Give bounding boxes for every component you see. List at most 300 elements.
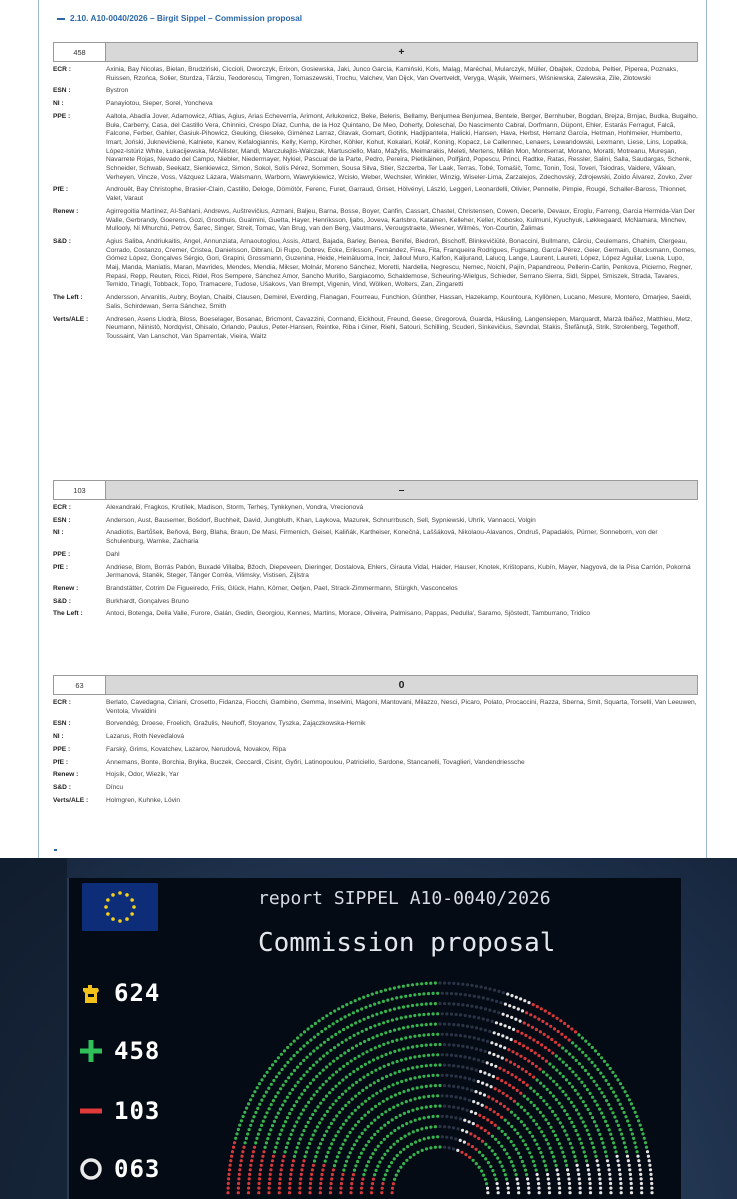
- seat-dot: [386, 999, 389, 1002]
- seat-dot: [344, 1139, 347, 1142]
- seat-dot: [404, 995, 407, 998]
- seat-dot: [510, 1125, 513, 1128]
- seat-dot: [271, 1063, 274, 1066]
- seat-dot: [371, 1094, 374, 1097]
- seat-dot: [496, 1187, 499, 1190]
- seat-dot: [581, 1066, 584, 1069]
- seat-dot: [320, 1177, 323, 1180]
- seat-dot: [570, 1121, 573, 1124]
- seat-dot: [450, 1116, 453, 1119]
- seat-dot: [502, 1169, 505, 1172]
- seat-dot: [327, 1038, 330, 1041]
- seat-dot: [425, 1106, 428, 1109]
- seat-dot: [479, 1070, 482, 1073]
- seat-dot: [310, 1025, 313, 1028]
- seat-dot: [306, 1041, 309, 1044]
- seat-dot: [491, 1169, 494, 1172]
- seat-dot: [526, 1147, 529, 1150]
- seat-dot: [579, 1187, 582, 1190]
- seat-dot: [396, 1154, 399, 1157]
- seat-dot: [628, 1164, 631, 1167]
- seat-dot: [325, 1095, 328, 1098]
- seat-dot: [479, 1092, 482, 1095]
- seat-dot: [393, 1029, 396, 1032]
- seat-dot: [436, 1115, 439, 1118]
- seat-dot: [493, 1031, 496, 1034]
- seat-dot: [505, 1058, 508, 1061]
- seat-dot: [313, 1093, 316, 1096]
- seat-dot: [484, 986, 487, 989]
- seat-dot: [303, 1030, 306, 1033]
- seat-dot: [609, 1182, 612, 1185]
- seat-dot: [295, 1100, 298, 1103]
- seat-dot: [386, 1169, 389, 1172]
- seat-dot: [240, 1159, 243, 1162]
- seat-dot: [352, 1173, 355, 1176]
- seat-dot: [524, 1143, 527, 1146]
- seat-dot: [260, 1164, 263, 1167]
- seat-dot: [258, 1103, 261, 1106]
- seat-dot: [558, 1044, 561, 1047]
- group-row: [53, 504, 698, 513]
- seat-dot: [268, 1067, 271, 1070]
- group-members: Farský, Grims, Kovatchev, Lazarov, Nerudová, Novakov, Ripa: [106, 745, 286, 753]
- seat-dot: [345, 1160, 348, 1163]
- seat-dot: [493, 1110, 496, 1113]
- seat-dot: [321, 1117, 324, 1120]
- seat-dot: [312, 1164, 315, 1167]
- seat-dot: [552, 1065, 555, 1068]
- seat-dot: [476, 1102, 479, 1105]
- seat-dot: [463, 1097, 466, 1100]
- group-label: NI :: [53, 733, 64, 741]
- seat-dot: [397, 1169, 400, 1172]
- seat-dot: [358, 1092, 361, 1095]
- seat-dot: [540, 1043, 543, 1046]
- seat-dot: [485, 1182, 488, 1185]
- seat-dot: [648, 1164, 651, 1167]
- seat-dot: [550, 1038, 553, 1041]
- seat-dot: [481, 1154, 484, 1157]
- seat-dot: [558, 1191, 561, 1194]
- seat-dot: [340, 1018, 343, 1021]
- seat-dot: [517, 1117, 520, 1120]
- seat-dot: [589, 1182, 592, 1185]
- seat-dot: [473, 1057, 476, 1060]
- seat-dot: [468, 1120, 471, 1123]
- seat-dot: [342, 1028, 345, 1031]
- seat-dot: [578, 1182, 581, 1185]
- seat-dot: [425, 1147, 428, 1150]
- seat-dot: [258, 1177, 261, 1180]
- seat-dot: [425, 1044, 428, 1047]
- seat-dot: [432, 1074, 435, 1077]
- seat-dot: [614, 1074, 617, 1077]
- seat-dot: [288, 1191, 291, 1194]
- seat-dot: [381, 1157, 384, 1160]
- seat-dot: [373, 1024, 376, 1027]
- group-row: [53, 585, 698, 594]
- seat-dot: [519, 1135, 522, 1138]
- seat-dot: [309, 1067, 312, 1070]
- seat-dot: [548, 1062, 551, 1065]
- seat-dot: [548, 1012, 551, 1015]
- seat-dot: [563, 1022, 566, 1025]
- seat-dot: [391, 1019, 394, 1022]
- seat-dot: [407, 1046, 410, 1049]
- seat-dot: [278, 1187, 281, 1190]
- seat-dot: [457, 1106, 460, 1109]
- plus-icon: [78, 1038, 104, 1064]
- seat-dot: [441, 1012, 444, 1015]
- seat-dot: [420, 1044, 423, 1047]
- seat-dot: [374, 1046, 377, 1049]
- seat-dot: [510, 994, 513, 997]
- seat-dot: [448, 1105, 451, 1108]
- seat-dot: [261, 1155, 264, 1158]
- seat-dot: [523, 1164, 526, 1167]
- seat-dot: [497, 1127, 500, 1130]
- seat-dot: [402, 1069, 405, 1072]
- seat-dot: [457, 1003, 460, 1006]
- seat-dot: [251, 1155, 254, 1158]
- seat-dot: [492, 1075, 495, 1078]
- seat-dot: [237, 1191, 240, 1194]
- seat-dot: [350, 1059, 353, 1062]
- seat-dot: [397, 1126, 400, 1129]
- seat-dot: [338, 1111, 341, 1114]
- seat-dot: [289, 1057, 292, 1060]
- seat-dot: [482, 1017, 485, 1020]
- seat-dot: [230, 1155, 233, 1158]
- seat-dot: [495, 1021, 498, 1024]
- seat-dot: [484, 1143, 487, 1146]
- seat-dot: [362, 996, 365, 999]
- seat-dot: [349, 1131, 352, 1134]
- seat-dot: [619, 1103, 622, 1106]
- seat-dot: [332, 1103, 335, 1106]
- seat-dot: [367, 1111, 370, 1114]
- seat-dot: [490, 1041, 493, 1044]
- seat-dot: [513, 1063, 516, 1066]
- seat-dot: [360, 1007, 363, 1010]
- seat-dot: [501, 1130, 504, 1133]
- seat-dot: [619, 1177, 622, 1180]
- seat-dot: [399, 1166, 402, 1169]
- group-label: S&D :: [53, 597, 71, 605]
- seat-dot: [494, 1087, 497, 1090]
- group-members: Anadiotis, Bartůšek, Beňová, Berg, Blaha, Braun, De Masi, Firmenich, Geisel, Kaliňák, Kartheiser, Konečná, Laššáková, Nikolaou-Alavanos, Ondruš, Papadakis, Pürner, Sonneborn, von der Schulenburg, Warnke, Zacharia: [106, 529, 658, 546]
- group-members: Agius Saliba, Andriukaitis, Angel, Annunziata, Arnaoutoglou, Assis, Attard, Bajada, Barley, Benea, Benifei, Biedroń, Bischoff, Blinkevičiūtė, Bonaccini, Bullmann, Cărciu, Ceulemans, Chahim, Clergeau, Corrado, Costanzo, Cremer, Cristea, Danielsson, Dibrani, Di Rupo, Dobrev, Ecke, Eriksson, Fernández, Firea, Fita, Franqueira Rodrigues, Fuglsang, García Pérez, Geier, Germain, Glucksmann, Gomes, Gómez López, Gonçalves Sérgio, Gori, Grapini, Grossmann, Guzenina, Heide, Heinäluoma, Incir, Jalloul Muro, Kalfon, Kaljurand, Lalucq, Lange, Laurent, Laureti, López, López Aguilar, Luena, Lupo, Maij, Manda, Maniatis, Maran, Mavrides, Mendes, Mendia, Mikser, Molnár, Moreno Sánchez, Moretti, Nardella, Negrescu, Nemec, Noichl, Pajín, Papandreou, Pellerin-Carlin, Penkova, Picierno, Regner, Repasi, Repp, Reuten, Ricci, Ridel, Ros Sempere, Sánchez Amor, Sancho Murillo, Sargiacomo, Schaldemose, Scheuring-Wielgus, Schieder, Serrano Sierra, Sidl, Sippel, Smiszek, Strada, Tavares, Temido, Tinagli, Tobback, Topo, Tramacere, Tudose, Ušakovs, Van Brempt, Vigenin, Vind, Wölken, Wolters, Zan, Zingaretti: [106, 237, 696, 289]
- seat-dot: [392, 1106, 395, 1109]
- eu-flag-icon: [82, 883, 158, 931]
- seat-dot: [547, 1122, 550, 1125]
- seat-dot: [319, 1191, 322, 1194]
- seat-dot: [457, 1127, 460, 1130]
- seat-dot: [498, 1089, 501, 1092]
- seat-dot: [298, 1096, 301, 1099]
- seat-dot: [468, 1077, 471, 1080]
- seat-dot: [592, 1146, 595, 1149]
- seat-dot: [568, 1052, 571, 1055]
- seat-dot: [490, 1121, 493, 1124]
- seat-dot: [448, 1023, 451, 1026]
- seat-dot: [441, 992, 444, 995]
- seat-dot: [389, 1051, 392, 1054]
- seat-dot: [473, 1015, 476, 1018]
- left-border: [38, 0, 39, 858]
- seat-dot: [476, 1124, 479, 1127]
- seat-dot: [527, 1191, 530, 1194]
- tally-abstain: [78, 1154, 160, 1184]
- seat-dot: [371, 1014, 374, 1017]
- seat-dot: [298, 1191, 301, 1194]
- seat-dot: [503, 1148, 506, 1151]
- seat-dot: [326, 1052, 329, 1055]
- seat-dot: [477, 1037, 480, 1040]
- seat-dot: [354, 1095, 357, 1098]
- seat-dot: [329, 1049, 332, 1052]
- seat-dot: [636, 1155, 639, 1158]
- seat-dot: [527, 1024, 530, 1027]
- seat-dot: [549, 1147, 552, 1150]
- seat-dot: [486, 1019, 489, 1022]
- seat-dot: [574, 1089, 577, 1092]
- seat-dot: [603, 1095, 606, 1098]
- seat-dot: [554, 1041, 557, 1044]
- seat-dot: [621, 1086, 624, 1089]
- seat-dot: [566, 1168, 569, 1171]
- seat-dot: [333, 1009, 336, 1012]
- seat-dot: [531, 1026, 534, 1029]
- seat-dot: [315, 1061, 318, 1064]
- seat-dot: [539, 1030, 542, 1033]
- seat-dot: [471, 1145, 474, 1148]
- seat-dot: [300, 1168, 303, 1171]
- seat-dot: [517, 1191, 520, 1194]
- seat-dot: [571, 1041, 574, 1044]
- seat-dot: [574, 1159, 577, 1162]
- seat-dot: [605, 1155, 608, 1158]
- seat-dot: [368, 1061, 371, 1064]
- seat-dot: [459, 1096, 462, 1099]
- seat-dot: [572, 1125, 575, 1128]
- seat-dot: [260, 1159, 263, 1162]
- seat-dot: [537, 1018, 540, 1021]
- seat-dot: [253, 1146, 256, 1149]
- seat-dot: [350, 1024, 353, 1027]
- seat-dot: [620, 1191, 623, 1194]
- seat-dot: [535, 1143, 538, 1146]
- seat-dot: [613, 1115, 616, 1118]
- seat-dot: [475, 1148, 478, 1151]
- seat-dot: [372, 1178, 375, 1181]
- seat-dot: [521, 1068, 524, 1071]
- group-members: Hojsík, Odor, Wiezik, Yar: [106, 771, 179, 779]
- seat-dot: [495, 1043, 498, 1046]
- seat-dot: [577, 1093, 580, 1096]
- seat-dot: [523, 1124, 526, 1127]
- seat-dot: [411, 1004, 414, 1007]
- seat-dot: [350, 1187, 353, 1190]
- seat-dot: [513, 1128, 516, 1131]
- seat-dot: [364, 1006, 367, 1009]
- seat-dot: [526, 1127, 529, 1130]
- seat-dot: [231, 1150, 234, 1153]
- seat-dot: [247, 1191, 250, 1194]
- seat-dot: [247, 1187, 250, 1190]
- seat-dot: [359, 1042, 362, 1045]
- seat-dot: [373, 1173, 376, 1176]
- seat-dot: [332, 1138, 335, 1141]
- seat-dot: [575, 1108, 578, 1111]
- seat-dot: [323, 1114, 326, 1117]
- seat-dot: [357, 1032, 360, 1035]
- seat-dot: [260, 1099, 263, 1102]
- seat-dot: [445, 1033, 448, 1036]
- seat-dot: [395, 996, 398, 999]
- seat-dot: [595, 1084, 598, 1087]
- seat-dot: [365, 1028, 368, 1031]
- seat-dot: [434, 1084, 437, 1087]
- seat-dot: [347, 1155, 350, 1158]
- group-label: ESN :: [53, 720, 71, 728]
- seat-dot: [412, 1153, 415, 1156]
- seat-dot: [607, 1103, 610, 1106]
- seat-dot: [409, 1035, 412, 1038]
- seat-dot: [641, 1132, 644, 1135]
- seat-dot: [329, 1106, 332, 1109]
- seat-dot: [574, 1129, 577, 1132]
- seat-dot: [606, 1063, 609, 1066]
- seat-dot: [374, 1148, 377, 1151]
- seat-dot: [519, 1092, 522, 1095]
- seat-dot: [441, 1094, 444, 1097]
- seat-dot: [637, 1159, 640, 1162]
- seat-dot: [473, 1036, 476, 1039]
- seat-dot: [602, 1116, 605, 1119]
- seat-dot: [284, 1120, 287, 1123]
- seat-dot: [612, 1141, 615, 1144]
- seat-dot: [598, 1108, 601, 1111]
- seat-dot: [432, 1053, 435, 1056]
- seat-dot: [341, 1078, 344, 1081]
- seat-dot: [510, 1160, 513, 1163]
- seat-dot: [338, 1030, 341, 1033]
- screen-subtitle: Commission proposal: [258, 928, 556, 958]
- seat-dot: [299, 1033, 302, 1036]
- seat-dot: [393, 1050, 396, 1053]
- seat-dot: [334, 1160, 337, 1163]
- seat-dot: [283, 1064, 286, 1067]
- seat-dot: [532, 1076, 535, 1079]
- seat-dot: [354, 999, 357, 1002]
- seat-dot: [461, 1003, 464, 1006]
- seat-dot: [272, 1155, 275, 1158]
- right-border: [706, 0, 707, 858]
- seat-dot: [552, 1155, 555, 1158]
- seat-dot: [329, 1187, 332, 1190]
- seat-dot: [512, 1006, 515, 1009]
- seat-dot: [302, 1059, 305, 1062]
- seat-dot: [314, 1129, 317, 1132]
- seat-dot: [486, 1061, 489, 1064]
- seat-dot: [499, 1023, 502, 1026]
- seat-dot: [396, 1140, 399, 1143]
- seat-dot: [504, 1173, 507, 1176]
- seat-dot: [489, 1165, 492, 1168]
- seat-dot: [448, 982, 451, 985]
- seat-dot: [316, 1125, 319, 1128]
- seat-dot: [502, 991, 505, 994]
- seat-dot: [285, 1146, 288, 1149]
- seat-dot: [541, 1155, 544, 1158]
- group-label: ESN :: [53, 516, 71, 524]
- seat-dot: [596, 1164, 599, 1167]
- seat-dot: [640, 1177, 643, 1180]
- seat-dot: [307, 1101, 310, 1104]
- seat-dot: [488, 987, 491, 990]
- group-members: Dahl: [106, 550, 120, 558]
- seat-dot: [241, 1150, 244, 1153]
- seat-dot: [299, 1062, 302, 1065]
- seat-dot: [627, 1159, 630, 1162]
- seat-dot: [300, 1112, 303, 1115]
- vote-count: 458: [54, 43, 106, 61]
- seat-dot: [335, 1114, 338, 1117]
- seat-dot: [512, 1144, 515, 1147]
- seat-dot: [606, 1124, 609, 1127]
- seat-dot: [551, 1110, 554, 1113]
- seat-dot: [414, 1141, 417, 1144]
- seat-dot: [464, 993, 467, 996]
- seat-dot: [269, 1168, 272, 1171]
- seat-dot: [262, 1120, 265, 1123]
- seat-dot: [354, 1124, 357, 1127]
- seat-dot: [363, 1018, 366, 1021]
- seat-dot: [247, 1102, 250, 1105]
- seat-dot: [375, 1013, 378, 1016]
- seat-dot: [454, 1034, 457, 1037]
- seat-dot: [413, 993, 416, 996]
- seat-dot: [491, 1020, 494, 1023]
- seat-dot: [586, 1164, 589, 1167]
- seat-dot: [585, 1159, 588, 1162]
- seat-dot: [445, 1094, 448, 1097]
- seat-dot: [467, 1143, 470, 1146]
- seat-dot: [320, 1173, 323, 1176]
- seat-dot: [502, 1092, 505, 1095]
- seat-dot: [593, 1064, 596, 1067]
- seat-dot: [405, 1159, 408, 1162]
- seat-dot: [630, 1182, 633, 1185]
- seat-dot: [630, 1102, 633, 1105]
- seat-dot: [538, 1068, 541, 1071]
- seat-dot: [321, 1168, 324, 1171]
- seat-dot: [624, 1090, 627, 1093]
- seat-dot: [321, 1138, 324, 1141]
- seat-dot: [400, 1059, 403, 1062]
- seat-dot: [450, 1054, 453, 1057]
- seat-dot: [301, 1164, 304, 1167]
- seat-dot: [597, 1053, 600, 1056]
- seat-dot: [266, 1137, 269, 1140]
- seat-dot: [565, 1064, 568, 1067]
- seat-dot: [514, 1076, 517, 1079]
- seat-dot: [448, 1064, 451, 1067]
- seat-dot: [438, 1104, 441, 1107]
- seat-dot: [279, 1087, 282, 1090]
